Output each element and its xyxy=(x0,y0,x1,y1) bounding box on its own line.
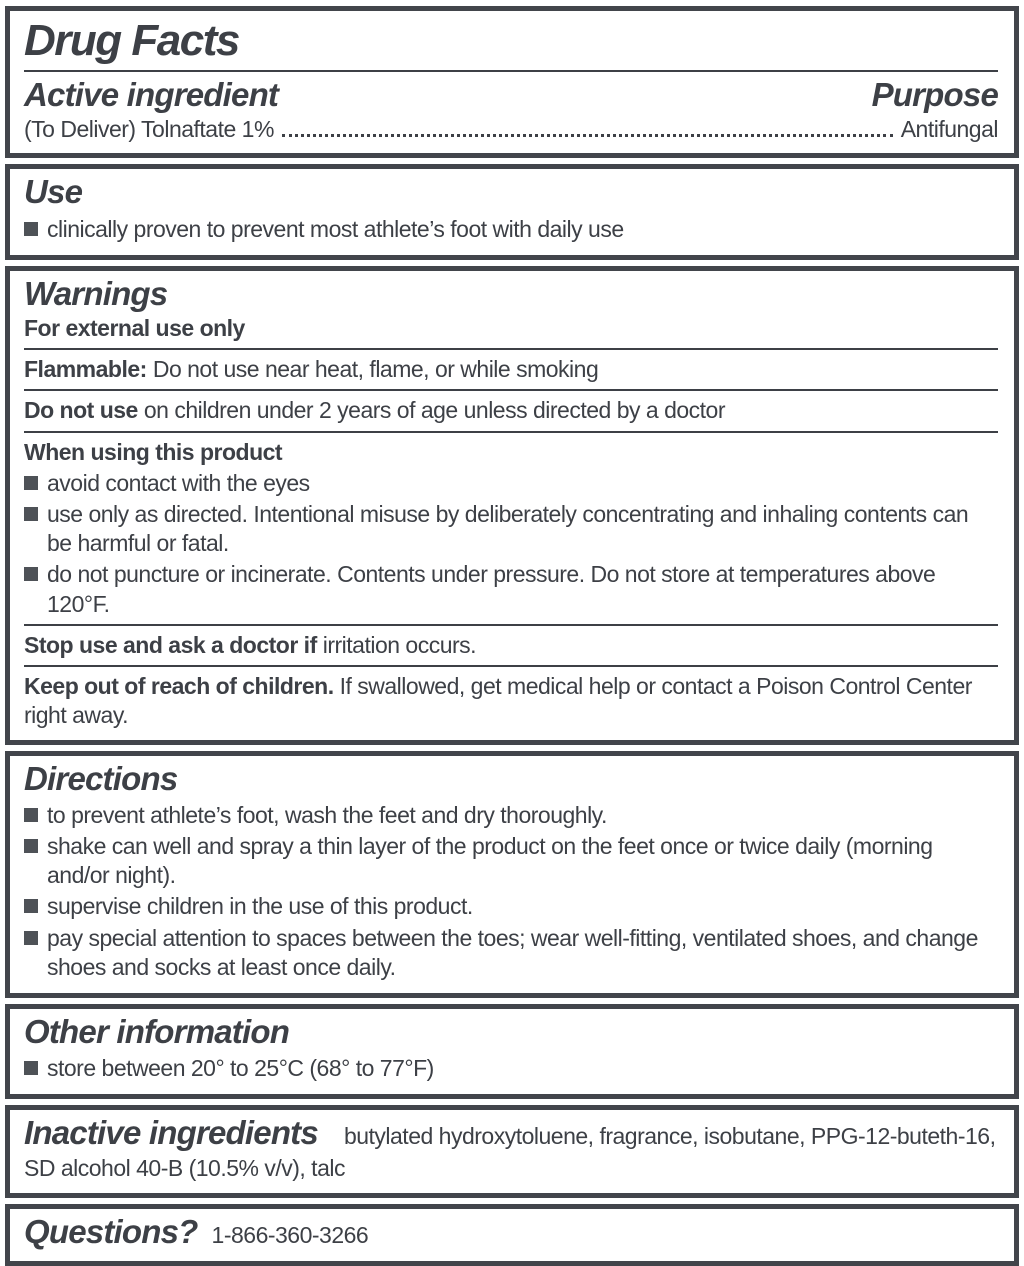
bullet-square-icon xyxy=(24,839,38,853)
stop-use-line xyxy=(24,631,998,660)
title-divider xyxy=(24,70,998,72)
flammable-text: Do not use near heat, flame, or while smoking xyxy=(152,356,599,383)
keep-out-label: Keep out of reach of children. xyxy=(24,673,334,700)
warnings-divider xyxy=(24,665,998,667)
flammable-label: Flammable: xyxy=(24,356,147,383)
bullet-square-icon xyxy=(24,567,38,581)
directions-item: supervise children in the use of this product. xyxy=(47,893,473,920)
bullet-square-icon xyxy=(24,808,38,822)
use-heading: Use xyxy=(24,173,83,211)
do-not-use-label: Do not use xyxy=(24,397,138,424)
do-not-use-text: on children under 2 years of age unless directed by a doctor xyxy=(143,397,725,424)
bullet-square-icon xyxy=(24,507,38,521)
active-ingredient-value: (To Deliver) Tolnaftate 1% xyxy=(24,116,274,143)
inactive-ingredients-paragraph xyxy=(24,1112,998,1183)
section-use xyxy=(5,164,1019,259)
section-inactive-ingredients xyxy=(5,1105,1019,1197)
keep-out-text: If swallowed, get medical help or contact a Poison Control Center right away. xyxy=(24,673,972,729)
section-other-information xyxy=(5,1004,1019,1099)
purpose-value: Antifungal xyxy=(900,116,998,143)
directions-item: pay special attention to spaces between the toes; wear well-fitting, ventilated shoes, and change shoes and socks at least once daily. xyxy=(47,924,978,980)
bullet-square-icon xyxy=(24,931,38,945)
other-information-item: store between 20° to 25°C (68° to 77°F) xyxy=(47,1055,434,1082)
directions-item: shake can well and spray a thin layer of the product on the feet once or twice daily (morning and/or night). xyxy=(47,832,933,889)
active-ingredient-heading: Active ingredient xyxy=(24,75,279,113)
directions-item: to prevent athlete’s foot, wash the feet and dry thoroughly. xyxy=(47,801,607,828)
bullet-square-icon xyxy=(24,476,38,490)
warnings-divider xyxy=(24,348,998,350)
other-information-heading: Other information xyxy=(24,1012,290,1050)
inactive-ingredients-text: butylated hydroxytoluene, fragrance, isobutane, PPG-12-buteth-16, SD alcohol 40-B (10.5% v/v), talc xyxy=(24,1123,996,1182)
when-using-heading: When using this product xyxy=(24,438,283,465)
do-not-use-line xyxy=(24,396,998,425)
dotted-leader xyxy=(282,134,893,137)
directions-heading: Directions xyxy=(24,759,178,797)
warnings-heading: Warnings xyxy=(24,274,168,312)
use-item: clinically proven to prevent most athlete’s foot with daily use xyxy=(47,215,624,242)
stop-use-label: Stop use and ask a doctor if xyxy=(24,631,317,658)
when-using-item: do not puncture or incinerate. Contents under pressure. Do not store at temperatures above 120°F. xyxy=(47,561,936,617)
questions-phone-number: 1-866-360-3266 xyxy=(211,1221,369,1248)
bullet-square-icon xyxy=(24,899,38,913)
when-using-item: use only as directed. Intentional misuse by deliberately concentrating and inhaling contents can be harmful or fatal. xyxy=(47,501,969,557)
when-using-item: avoid contact with the eyes xyxy=(47,469,310,496)
section-questions xyxy=(5,1204,1019,1266)
section-directions xyxy=(5,751,1019,998)
warnings-divider xyxy=(24,389,998,391)
inactive-ingredients-heading: Inactive ingredients xyxy=(24,1114,318,1152)
section-warnings xyxy=(5,266,1019,745)
warnings-divider xyxy=(24,624,998,626)
purpose-heading: Purpose xyxy=(871,75,998,113)
warnings-divider xyxy=(24,431,998,433)
bullet-square-icon xyxy=(24,1061,38,1075)
flammable-line xyxy=(24,355,998,384)
page-title: Drug Facts xyxy=(24,16,239,65)
keep-out-line xyxy=(24,672,998,730)
bullet-square-icon xyxy=(24,222,38,236)
questions-heading: Questions? xyxy=(24,1212,198,1250)
external-use-line: For external use only xyxy=(24,315,245,342)
section-title-active xyxy=(5,6,1019,158)
stop-use-text: irritation occurs. xyxy=(322,631,477,658)
